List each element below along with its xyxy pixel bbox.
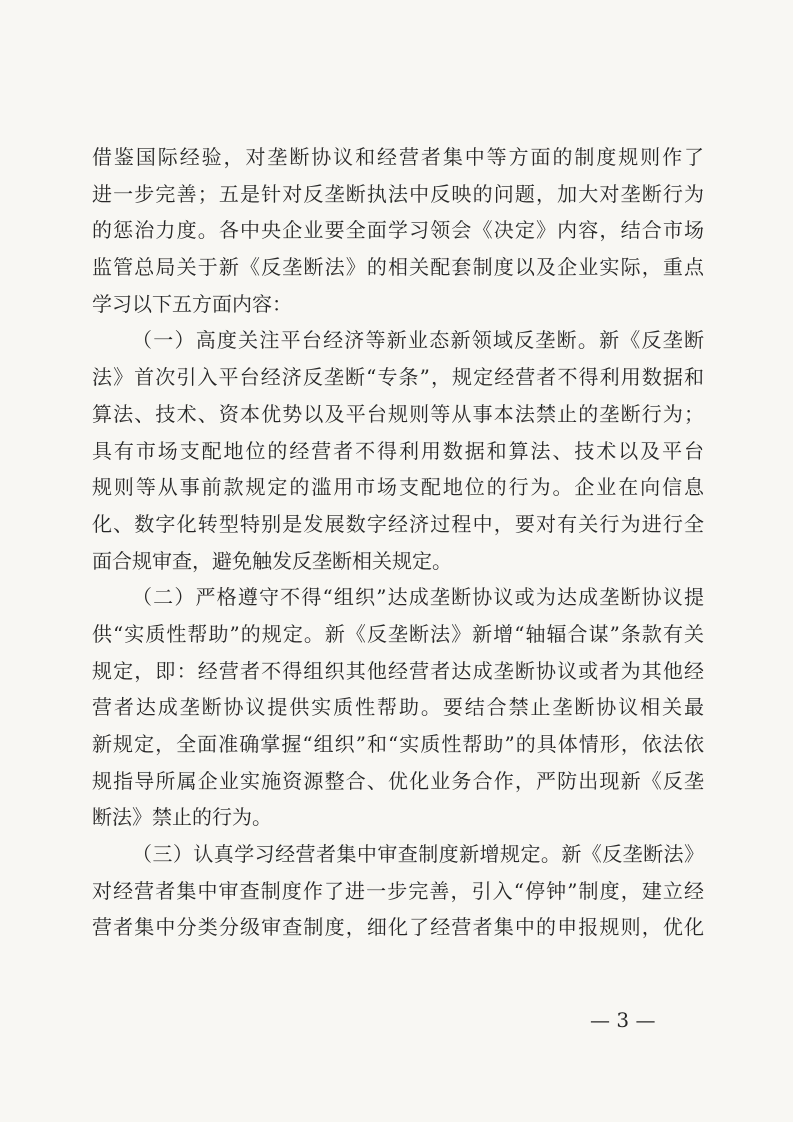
text-line: 化、数字化转型特别是发展数字经济过程中，要对有关行为进行全 (92, 511, 704, 536)
text-line: 具有市场支配地位的经营者不得利用数据和算法、技术以及平台 (92, 438, 704, 463)
section-heading-line: （二）严格遵守不得“组织”达成垄断协议或为达成垄断协议提 (132, 585, 704, 610)
text-line: 监管总局关于新《反垄断法》的相关配套制度以及企业实际，重点 (92, 255, 704, 280)
body-text (92, 139, 704, 946)
text-line: 规定，即：经营者不得组织其他经营者达成垄断协议或者为其他经 (92, 658, 704, 683)
section-heading-line: （三）认真学习经营者集中审查制度新增规定。新《反垄断法》 (132, 842, 704, 867)
section-heading-line: （一）高度关注平台经济等新业态新领域反垄断。新《反垄断 (132, 328, 704, 353)
text-line: 法》首次引入平台经济反垄断“专条”，规定经营者不得利用数据和 (92, 365, 704, 390)
text-line: 营者集中分类分级审查制度，细化了经营者集中的申报规则，优化 (92, 915, 704, 940)
text-line: 的惩治力度。各中央企业要全面学习领会《决定》内容，结合市场 (92, 218, 704, 243)
text-line: 供“实质性帮助”的规定。新《反垄断法》新增“轴辐合谋”条款有关 (92, 621, 704, 646)
text-line: 规指导所属企业实施资源整合、优化业务合作，严防出现新《反垄 (92, 768, 704, 793)
text-line: 断法》禁止的行为。 (92, 805, 272, 830)
text-line: 算法、技术、资本优势以及平台规则等从事本法禁止的垄断行为； (92, 401, 704, 426)
text-line: 规则等从事前款规定的滥用市场支配地位的行为。企业在向信息 (92, 475, 704, 500)
text-line: 对经营者集中审查制度作了进一步完善，引入“停钟”制度，建立经 (92, 878, 704, 903)
text-line: 新规定，全面准确掌握“组织”和“实质性帮助”的具体情形，依法依 (92, 732, 704, 756)
text-line: 进一步完善；五是针对反垄断执法中反映的问题，加大对垄断行为 (92, 181, 704, 206)
text-line: 营者达成垄断协议提供实质性帮助。要结合禁止垄断协议相关最 (92, 695, 704, 720)
text-line: 借鉴国际经验，对垄断协议和经营者集中等方面的制度规则作了 (92, 145, 704, 169)
text-line: 面合规审查，避免触发反垄断相关规定。 (92, 548, 452, 573)
text-line: 学习以下五方面内容： (92, 291, 292, 316)
page-number: — 3 — (590, 1008, 656, 1032)
